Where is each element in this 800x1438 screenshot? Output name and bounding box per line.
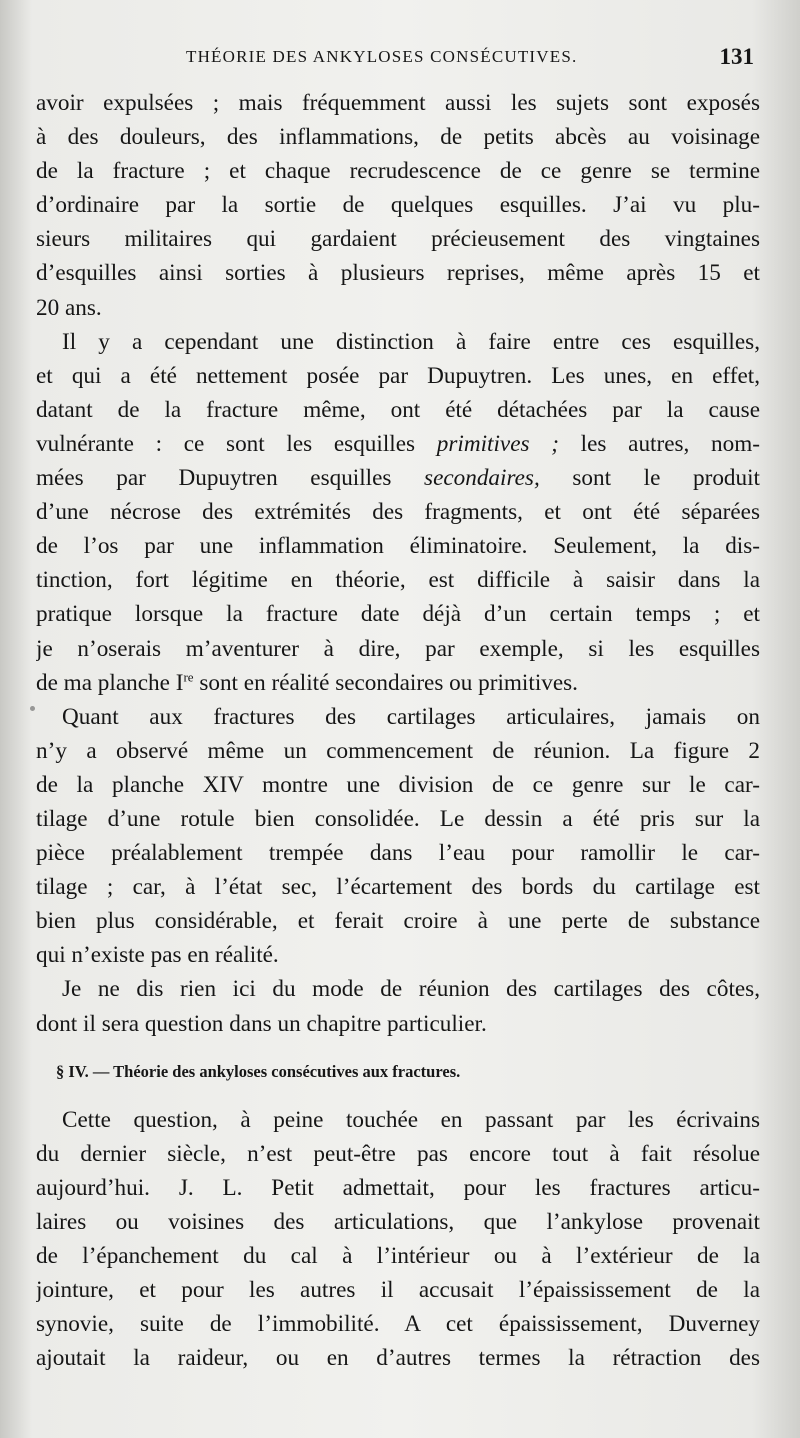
text-line: d’ordinaire par la sortie de quelques esquilles. J’ai vu plu-	[36, 192, 760, 219]
text-line: Cette question, à peine touchée en passant par les écrivains	[62, 1106, 760, 1133]
text-line: ajoutait la raideur, ou en d’autres termes la rétraction des	[36, 1345, 760, 1372]
text-line: je n’oserais m’aventurer à dire, par exemple, si les esquilles	[36, 635, 760, 662]
text-run: sont en réalité secondaires ou primitives.	[193, 669, 578, 696]
text-line: tilage ; car, à l’état sec, l’écartement des bords du cartilage est	[36, 874, 760, 901]
text-line: de la planche XIV montre une division de ce genre sur le car-	[36, 771, 760, 798]
text-line: Il y a cependant une distinction à faire entre ces esquilles,	[62, 328, 760, 355]
text-line: de la fracture ; et chaque recrudescence de ce genre se termine	[36, 158, 760, 185]
text-line: qui n’existe pas en réalité.	[36, 942, 279, 969]
text-line: aujourd’hui. J. L. Petit admettait, pour les fractures articu-	[36, 1174, 760, 1201]
text-run: les autres, nom-	[558, 430, 760, 457]
text-line: pièce préalablement trempée dans l’eau pour ramollir le car-	[36, 840, 760, 867]
ink-speck	[30, 706, 35, 711]
text-line: de l’os par une inflammation éliminatoire. Seulement, la dis-	[36, 533, 760, 560]
text-line: bien plus considérable, et ferait croire à une perte de substance	[36, 908, 760, 935]
text-line: jointure, et pour les autres il accusait l’épaississement de la	[36, 1277, 760, 1304]
text-run: sont le produit	[539, 465, 760, 492]
italic-term-primitives: primitives ;	[436, 430, 559, 457]
text-line: du dernier siècle, n’est peut-être pas encore tout à fait résolue	[36, 1140, 760, 1167]
text-line: d’une nécrose des extrémités des fragments, et ont été séparées	[36, 499, 760, 526]
page-header	[40, 44, 762, 74]
text-run: vulnérante : ce sont les esquilles	[36, 430, 437, 457]
superscript: re	[183, 668, 194, 684]
text-line	[36, 666, 760, 700]
page-number: 131	[719, 44, 754, 69]
text-line: avoir expulsées ; mais fréquemment aussi les sujets sont exposés	[36, 90, 760, 116]
text-line: et qui a été nettement posée par Dupuytren. Les unes, en effet,	[36, 362, 760, 389]
text-line: laires ou voisines des articulations, que l’ankylose provenait	[36, 1208, 760, 1235]
text-line: tilage d’une rotule bien consolidée. Le dessin a été pris sur la	[36, 805, 760, 832]
text-line: synovie, suite de l’immobilité. A cet épaississement, Duverney	[36, 1311, 760, 1338]
text-line: sieurs militaires qui gardaient précieusement des vingtaines	[36, 226, 760, 253]
text-line: n’y a observé même un commencement de réunion. La figure 2	[36, 737, 760, 764]
text-line: de l’épanchement du cal à l’intérieur ou à l’extérieur de la	[36, 1243, 760, 1269]
text-line	[36, 461, 760, 495]
text-line: pratique lorsque la fracture date déjà d’un certain temps ; et	[36, 601, 760, 628]
section-heading: § IV. — Théorie des ankyloses consécutives aux fractures.	[56, 1061, 461, 1081]
text-line: Je ne dis rien ici du mode de réunion des cartilages des côtes,	[62, 976, 760, 1003]
text-run: mées par Dupuytren esquilles	[36, 465, 425, 492]
text-run: de ma planche I	[36, 669, 184, 696]
text-line: tinction, fort légitime en théorie, est difficile à saisir dans la	[36, 567, 760, 594]
text-line: 20 ans.	[36, 294, 102, 321]
page-body	[36, 86, 760, 1375]
running-title: THÉORIE DES ANKYLOSES CONSÉCUTIVES.	[186, 47, 578, 66]
italic-term-secondaires: secondaires,	[424, 465, 540, 492]
text-line: dont il sera question dans un chapitre particulier.	[36, 1010, 487, 1037]
text-line: d’esquilles ainsi sorties à plusieurs reprises, même après 15 et	[36, 260, 760, 287]
text-line: Quant aux fractures des cartilages articulaires, jamais on	[62, 703, 760, 730]
text-line: datant de la fracture même, ont été détachées par la cause	[36, 396, 760, 423]
text-line: à des douleurs, des inflammations, de petits abcès au voisinage	[36, 124, 760, 151]
text-line	[36, 427, 760, 461]
